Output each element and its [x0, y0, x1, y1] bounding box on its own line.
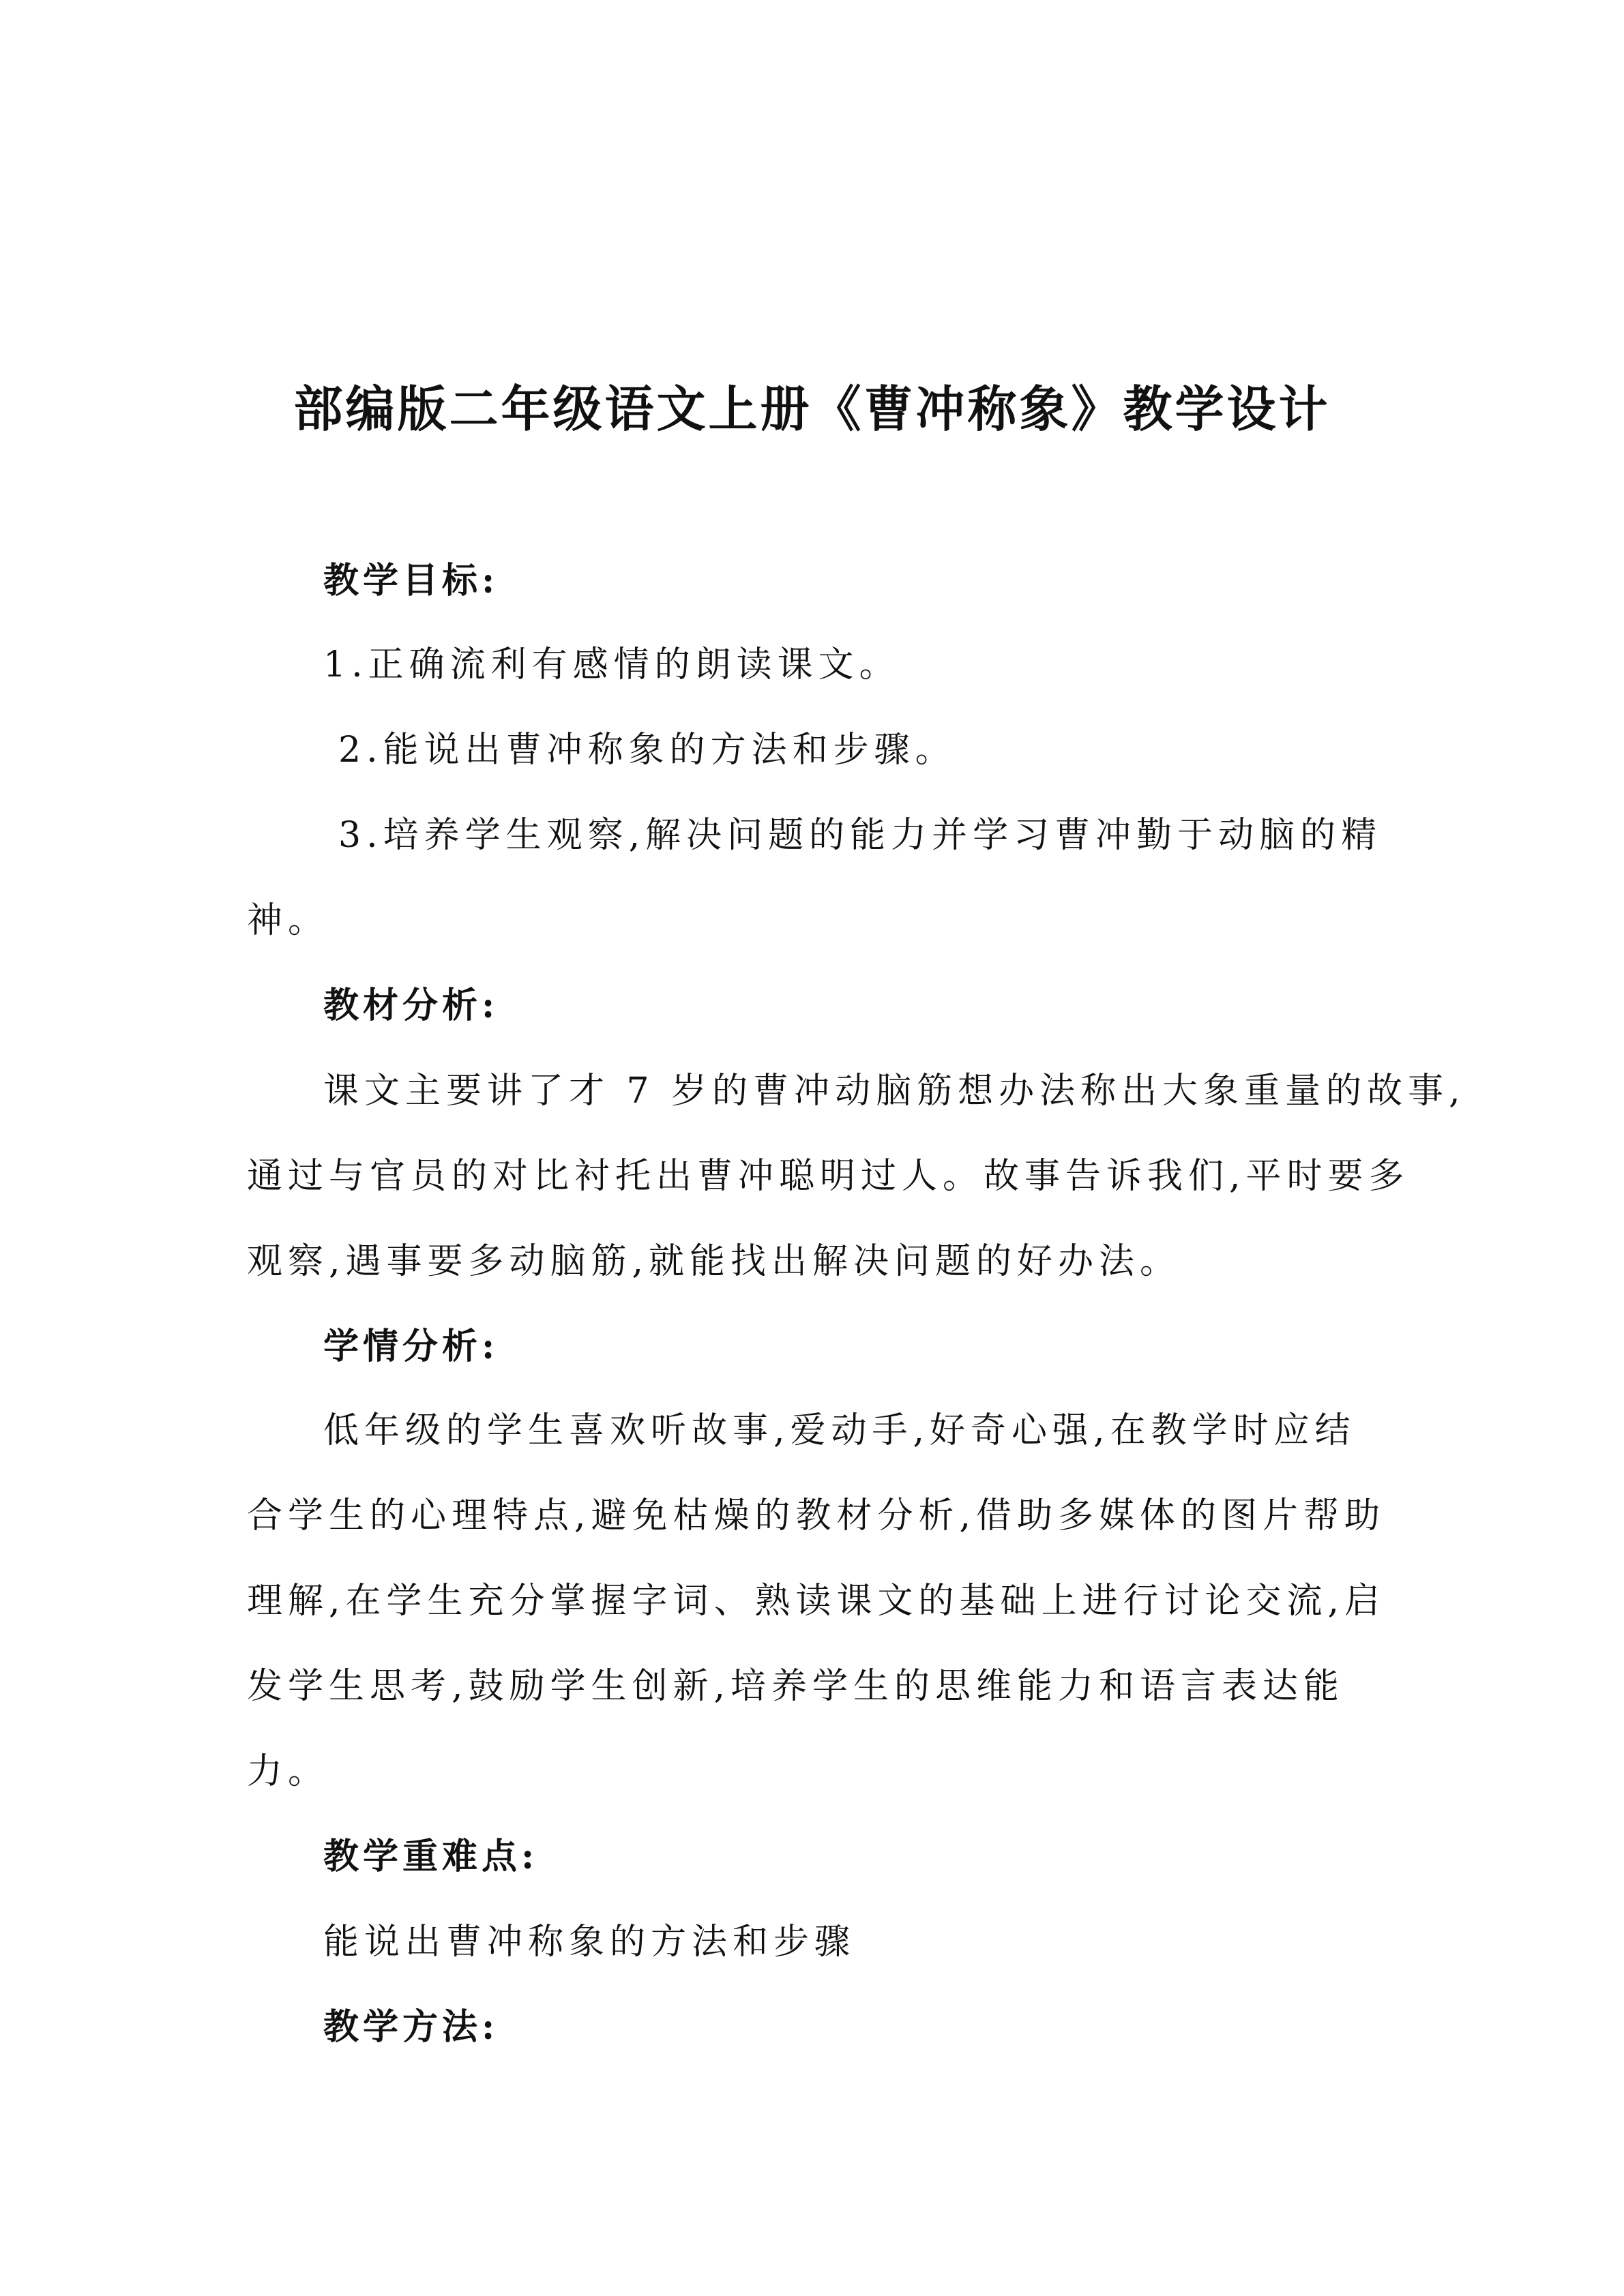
student-analysis-line-2: 合学生的心理特点,避免枯燥的教材分析,借助多媒体的图片帮助: [247, 1495, 1386, 1536]
student-analysis-line-5: 力。: [247, 1751, 329, 1792]
material-analysis-heading: 教材分析:: [323, 985, 499, 1026]
objectives-heading: 教学目标:: [323, 560, 499, 601]
student-analysis-line-1: 低年级的学生喜欢听故事,爱动手,好奇心强,在教学时应结: [323, 1410, 1356, 1451]
student-analysis-heading: 学情分析:: [323, 1326, 499, 1367]
student-analysis-line-3: 理解,在学生充分掌握字词、熟读课文的基础上进行讨论交流,启: [247, 1581, 1386, 1622]
methods-heading: 教学方法:: [323, 2006, 499, 2048]
objective-item-2: 2.能说出曹冲称象的方法和步骤。: [338, 730, 956, 771]
document-title: 部编版二年级语文上册《曹冲称象》教学设计: [293, 380, 1331, 438]
objective-item-1: 1.正确流利有感情的朗读课文。: [323, 644, 900, 685]
key-points-line-1: 能说出曹冲称象的方法和步骤: [323, 1922, 856, 1963]
key-points-heading: 教学重难点:: [323, 1836, 539, 1877]
student-analysis-line-4: 发学生思考,鼓励学生创新,培养学生的思维能力和语言表达能: [247, 1666, 1345, 1707]
material-analysis-line-1: 课文主要讲了才 7 岁的曹冲动脑筋想办法称出大象重量的故事,: [323, 1071, 1466, 1112]
objective-item-3-line-1: 3.培养学生观察,解决问题的能力并学习曹冲勤于动脑的精: [338, 815, 1383, 856]
objective-item-3-line-2: 神。: [247, 900, 329, 941]
material-analysis-line-3: 观察,遇事要多动脑筋,就能找出解决问题的好办法。: [247, 1241, 1181, 1282]
material-analysis-line-2: 通过与官员的对比衬托出曹冲聪明过人。故事告诉我们,平时要多: [247, 1156, 1410, 1197]
